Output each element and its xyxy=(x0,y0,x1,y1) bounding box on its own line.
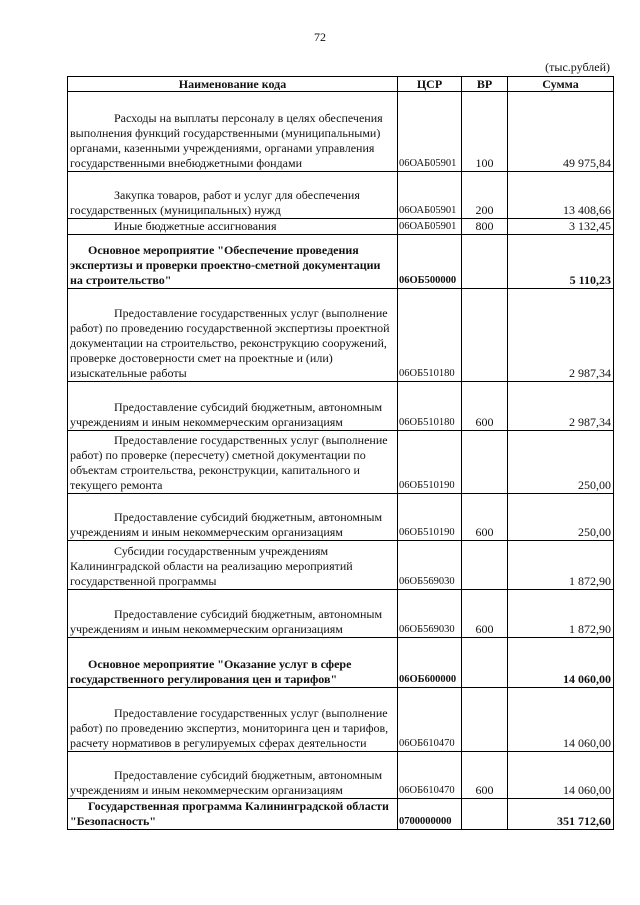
table-row xyxy=(68,590,614,638)
row-name-text: Предоставление субсидий бюджетным, автономным учреждениям и иным некоммерческим организациям xyxy=(70,400,383,429)
row-sum-cell: 14 060,00 xyxy=(508,688,614,752)
row-vr-cell: 600 xyxy=(462,590,508,638)
row-name-text: Предоставление государственных услуг (выполнение работ) по проведению государственной экспертизы проектной документации на строительство, реконструкцию сооружений, проверке достоверности смет на проектные и (или) изыскательные работы xyxy=(70,306,390,380)
table-row xyxy=(68,431,614,494)
row-name-cell xyxy=(68,92,398,172)
row-sum-cell: 14 060,00 xyxy=(508,638,614,688)
row-csr-cell: 06ОБ500000 xyxy=(398,235,462,289)
row-name-text: Основное мероприятие "Обеспечение проведения экспертизы и проверки проектно-сметной документации на строительство" xyxy=(70,243,381,287)
row-name-cell xyxy=(68,799,398,830)
row-csr-cell: 06ОБ610470 xyxy=(398,752,462,799)
row-name-cell xyxy=(68,289,398,382)
table-row xyxy=(68,541,614,590)
row-sum-cell: 351 712,60 xyxy=(508,799,614,830)
row-sum-cell: 13 408,66 xyxy=(508,172,614,219)
row-vr-cell xyxy=(462,638,508,688)
row-vr-cell xyxy=(462,289,508,382)
row-sum-cell: 2 987,34 xyxy=(508,289,614,382)
row-name-text: Предоставление государственных услуг (выполнение работ) по проведению экспертиз, мониторинга цен и тарифов, расчету нормативов в регулируемых сферах деятельности xyxy=(70,706,389,750)
units-label: (тыс.рублей) xyxy=(545,60,610,74)
table-header-row xyxy=(68,77,614,92)
header-csr: ЦСР xyxy=(398,77,462,92)
row-csr-cell: 06ОБ600000 xyxy=(398,638,462,688)
row-vr-cell: 200 xyxy=(462,172,508,219)
row-vr-cell xyxy=(462,541,508,590)
table-body xyxy=(68,92,614,830)
row-vr-cell: 600 xyxy=(462,752,508,799)
row-sum-cell: 5 110,23 xyxy=(508,235,614,289)
row-sum-cell: 3 132,45 xyxy=(508,219,614,235)
budget-table xyxy=(67,76,614,830)
row-name-cell xyxy=(68,541,398,590)
table-row xyxy=(68,494,614,541)
row-name-text: Иные бюджетные ассигнования xyxy=(114,219,277,233)
row-name-text: Предоставление субсидий бюджетным, автономным учреждениям и иным некоммерческим организациям xyxy=(70,510,383,539)
row-name-text: Субсидии государственным учреждениям Калининградской области на реализацию мероприятий государственной программы xyxy=(70,544,353,588)
row-sum-cell: 250,00 xyxy=(508,431,614,494)
row-sum-cell: 1 872,90 xyxy=(508,541,614,590)
row-vr-cell xyxy=(462,688,508,752)
table-row xyxy=(68,688,614,752)
row-name-cell xyxy=(68,235,398,289)
row-name-cell xyxy=(68,638,398,688)
row-csr-cell: 06ОБ510180 xyxy=(398,382,462,431)
row-sum-cell: 1 872,90 xyxy=(508,590,614,638)
row-name-text: Расходы на выплаты персоналу в целях обеспечения выполнения функций государственными (муниципальными) органами, казенными учреждениями, органами управления государственными внебюджетными фондами xyxy=(70,111,383,170)
table-row xyxy=(68,382,614,431)
row-vr-cell xyxy=(462,431,508,494)
row-name-cell xyxy=(68,590,398,638)
row-sum-cell: 49 975,84 xyxy=(508,92,614,172)
row-name-text: Закупка товаров, работ и услуг для обеспечения государственных (муниципальных) нужд xyxy=(70,188,360,217)
row-csr-cell: 06ОБ510190 xyxy=(398,494,462,541)
row-csr-cell: 06ОБ610470 xyxy=(398,688,462,752)
row-name-cell xyxy=(68,752,398,799)
row-name-cell xyxy=(68,688,398,752)
table-row xyxy=(68,752,614,799)
row-vr-cell: 800 xyxy=(462,219,508,235)
row-sum-cell: 250,00 xyxy=(508,494,614,541)
row-name-cell xyxy=(68,494,398,541)
row-vr-cell: 600 xyxy=(462,382,508,431)
row-name-cell xyxy=(68,172,398,219)
header-vr: ВР xyxy=(462,77,508,92)
table-row xyxy=(68,799,614,830)
row-vr-cell: 600 xyxy=(462,494,508,541)
row-name-text: Основное мероприятие "Оказание услуг в сфере государственного регулирования цен и тарифов" xyxy=(70,657,352,686)
table-row xyxy=(68,289,614,382)
table-row xyxy=(68,219,614,235)
row-name-text: Предоставление государственных услуг (выполнение работ) по проверке (пересчету) сметной документации по объектам строительства, реконструкции, капитального и текущего ремонта xyxy=(70,433,388,492)
row-csr-cell: 06ОАБ05901 xyxy=(398,219,462,235)
row-name-text: Предоставление субсидий бюджетным, автономным учреждениям и иным некоммерческим организациям xyxy=(70,768,383,797)
row-name-text: Государственная программа Калининградской области "Безопасность" xyxy=(70,799,389,828)
row-vr-cell: 100 xyxy=(462,92,508,172)
row-name-cell xyxy=(68,219,398,235)
row-name-text: Предоставление субсидий бюджетным, автономным учреждениям и иным некоммерческим организациям xyxy=(70,607,383,636)
row-name-cell xyxy=(68,382,398,431)
row-sum-cell: 2 987,34 xyxy=(508,382,614,431)
table-row xyxy=(68,172,614,219)
row-csr-cell: 06ОБ569030 xyxy=(398,590,462,638)
row-vr-cell xyxy=(462,799,508,830)
row-csr-cell: 06ОБ510190 xyxy=(398,431,462,494)
header-name: Наименование кода xyxy=(68,77,398,92)
row-name-cell xyxy=(68,431,398,494)
table-row xyxy=(68,235,614,289)
row-vr-cell xyxy=(462,235,508,289)
row-sum-cell: 14 060,00 xyxy=(508,752,614,799)
row-csr-cell: 06ОАБ05901 xyxy=(398,92,462,172)
page-number: 72 xyxy=(314,30,326,44)
row-csr-cell: 0700000000 xyxy=(398,799,462,830)
table-row xyxy=(68,92,614,172)
row-csr-cell: 06ОБ569030 xyxy=(398,541,462,590)
header-sum: Сумма xyxy=(508,77,614,92)
row-csr-cell: 06ОАБ05901 xyxy=(398,172,462,219)
row-csr-cell: 06ОБ510180 xyxy=(398,289,462,382)
table-row xyxy=(68,638,614,688)
